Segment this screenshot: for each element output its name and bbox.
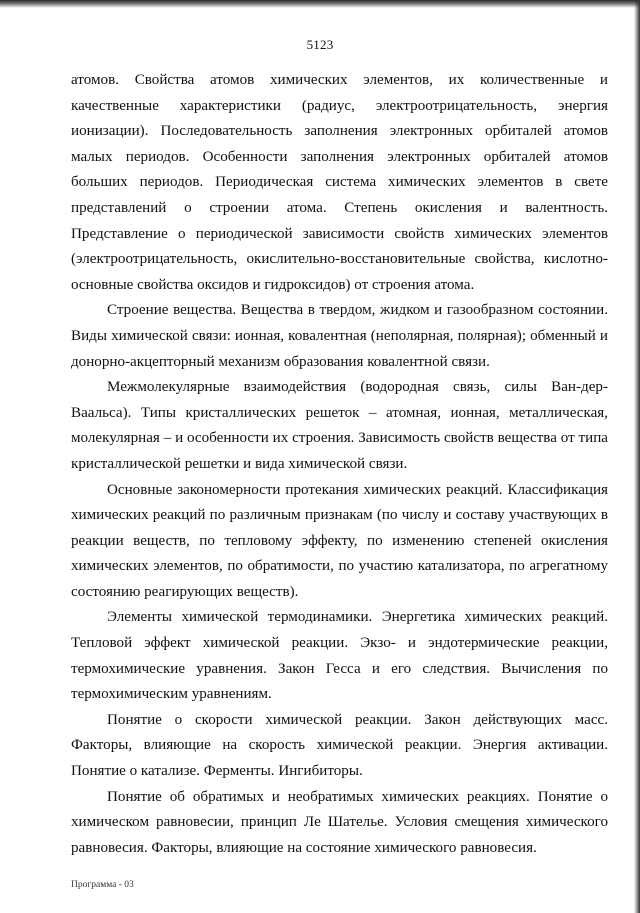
paragraph-structure-of-matter: Строение вещества. Вещества в твердом, жидком и газообразном состоянии. Виды химической связи: ионная, ковалентная (неполярная, полярная); обменный и донорно-акцепторный механизм образования ковалентной связи. [71, 302, 608, 370]
paragraph-reaction-laws: Основные закономерности протекания химических реакций. Классификация химических реакций по различным признакам (по числу и составу участвующих в реакции веществ, по тепловому эффекту, по изменению степеней окисления химических элементов, по обратимости, по участию катализатора, по агрегатному состоянию реагирующих веществ). [71, 481, 608, 600]
page-number: 5123 [306, 37, 334, 52]
paragraph-intermolecular-interactions: Межмолекулярные взаимодействия (водородная связь, силы Ван-дер-Ваальса). Типы кристаллических решеток – атомная, ионная, металлическая, молекулярная – и особенности их строения. Зависимость свойств вещества от типа кристаллической решетки и вида химической связи. [71, 379, 608, 472]
paragraph-atom-properties: атомов. Свойства атомов химических элементов, их количественные и качественные характеристики (радиус, электроотрицательность, энергия ионизации). Последовательность заполнения электронных орбиталей атомов малых периодов. Особенности заполнения электронных орбиталей атомов больших периодов. Периодическая система химических элементов в свете представлений о строении атома. Степень окисления и валентность. Представление о периодической зависимости свойств химических элементов (электроотрицательность, окислительно-восстановительные свойства, кислотно-основные свойства оксидов и гидроксидов) от строения атома. [71, 72, 608, 293]
paragraph-chemical-equilibrium: Понятие об обратимых и необратимых химических реакциях. Понятие о химическом равновесии, принцип Ле Шателье. Условия смещения химического равновесия. Факторы, влияющие на состояние химического равновесия. [71, 788, 608, 856]
scan-edge-right [634, 0, 640, 913]
paragraph-thermodynamics: Элементы химической термодинамики. Энергетика химических реакций. Тепловой эффект химической реакции. Экзо- и эндотермические реакции, термохимические уравнения. Закон Гесса и его следствия. Вычисления по термохимическим уравнениям. [71, 609, 608, 703]
scan-edge-top [0, 0, 640, 8]
paragraph-reaction-rate: Понятие о скорости химической реакции. Закон действующих масс. Факторы, влияющие на скорость химической реакции. Энергия активации. Понятие о катализе. Ферменты. Ингибиторы. [71, 711, 608, 780]
page-footer: Программа - 03 [71, 880, 134, 890]
document-body [71, 68, 608, 861]
